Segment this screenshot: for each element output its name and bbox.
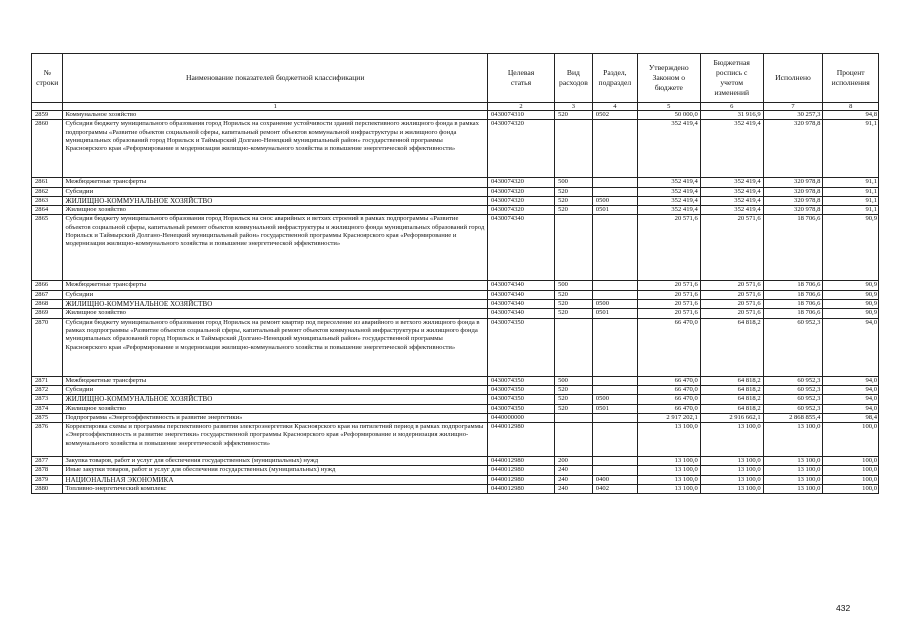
budget-list-amount: 13 100,0	[700, 423, 763, 457]
approved-amount: 352 419,4	[637, 196, 700, 205]
row-number: 2873	[32, 395, 63, 404]
budget-list-amount: 20 571,6	[700, 290, 763, 299]
executed-amount: 320 978,8	[763, 196, 823, 205]
budget-list-amount: 64 818,2	[700, 404, 763, 413]
budget-list-amount: 13 100,0	[700, 485, 763, 494]
target-article-code: 0430074320	[487, 196, 554, 205]
target-article-code: 0440012980	[487, 457, 554, 466]
execution-percent: 94,0	[823, 385, 879, 394]
header-percent: Процент исполнения	[823, 54, 879, 103]
executed-amount: 18 706,6	[763, 281, 823, 290]
execution-percent: 91,1	[823, 187, 879, 196]
executed-amount: 320 978,8	[763, 206, 823, 215]
executed-amount: 13 100,0	[763, 475, 823, 484]
executed-amount: 13 100,0	[763, 423, 823, 457]
table-row	[32, 120, 879, 178]
indicator-name: Межбюджетные трансферты	[63, 376, 488, 385]
executed-amount: 13 100,0	[763, 466, 823, 475]
target-article-code: 0430074350	[487, 318, 554, 376]
table-row	[32, 423, 879, 457]
executed-amount: 13 100,0	[763, 485, 823, 494]
expense-type-code: 500	[555, 178, 593, 187]
indicator-name: Закупка товаров, работ и услуг для обеспечения государственных (муниципальных) нужд	[63, 457, 488, 466]
approved-amount: 20 571,6	[637, 215, 700, 281]
budget-list-amount: 352 419,4	[700, 196, 763, 205]
section-code	[592, 178, 637, 187]
header-expense-type: Вид расходов	[555, 54, 593, 103]
column-number	[32, 103, 63, 111]
executed-amount: 18 706,6	[763, 300, 823, 309]
indicator-name: Коммунальное хозяйство	[63, 111, 488, 120]
indicator-name: НАЦИОНАЛЬНАЯ ЭКОНОМИКА	[63, 475, 488, 484]
executed-amount: 13 100,0	[763, 457, 823, 466]
indicator-name: Подпрограмма «Энергоэффективность и развитие энергетики»	[63, 413, 488, 422]
header-target-article: Целевая статья	[487, 54, 554, 103]
expense-type-code: 520	[555, 395, 593, 404]
expense-type-code: 200	[555, 457, 593, 466]
section-code	[592, 457, 637, 466]
execution-percent: 90,9	[823, 215, 879, 281]
budget-list-amount: 2 916 662,1	[700, 413, 763, 422]
expense-type-code: 520	[555, 404, 593, 413]
indicator-name: Жилищное хозяйство	[63, 206, 488, 215]
section-code: 0500	[592, 300, 637, 309]
table-row	[32, 457, 879, 466]
header-approved: Утверждено Законом о бюджете	[637, 54, 700, 103]
table-row	[32, 215, 879, 281]
expense-type-code: 520	[555, 196, 593, 205]
execution-percent: 100,0	[823, 423, 879, 457]
indicator-name: Субсидии	[63, 385, 488, 394]
section-code	[592, 413, 637, 422]
approved-amount: 13 100,0	[637, 475, 700, 484]
execution-percent: 94,0	[823, 376, 879, 385]
section-code: 0400	[592, 475, 637, 484]
header-row-number: № строки	[32, 54, 63, 103]
column-number: 3	[555, 103, 593, 111]
column-number: 1	[63, 103, 488, 111]
approved-amount: 66 470,0	[637, 318, 700, 376]
indicator-name: Субсидия бюджету муниципального образования город Норильск на снос аварийных и ветхих строений в рамках подпрограммы «Развитие объектов социальной сферы, капитальный ремонт объектов коммунальной инфраструктуры и жилищного фонда муниципальных образований город Норильск и Таймырский Долгано-Ненецкий муниципальный район» государственной программы Красноярского края «Реформирование и модернизация жилищно-коммунального хозяйства и повышение энергетической эффективности»	[63, 215, 488, 281]
approved-amount: 13 100,0	[637, 466, 700, 475]
approved-amount: 66 470,0	[637, 404, 700, 413]
indicator-name: Корректировка схемы и программы перспективного развития электроэнергетики Красноярского края на пятилетний период в рамках подпрограммы «Энергоэффективность и развитие энергетики» государственной программы Красноярского края «Реформирование и модернизация жилищно-коммунального хозяйства и повышение энергетической эффективности»	[63, 423, 488, 457]
target-article-code: 0440012980	[487, 423, 554, 457]
expense-type-code	[555, 120, 593, 178]
execution-percent: 90,9	[823, 300, 879, 309]
table-row	[32, 413, 879, 422]
header-row	[32, 54, 879, 103]
page-number: 432	[836, 603, 851, 613]
approved-amount: 13 100,0	[637, 485, 700, 494]
row-number: 2874	[32, 404, 63, 413]
table-row	[32, 290, 879, 299]
executed-amount: 320 978,8	[763, 120, 823, 178]
expense-type-code: 520	[555, 187, 593, 196]
approved-amount: 20 571,6	[637, 300, 700, 309]
row-number: 2871	[32, 376, 63, 385]
section-code	[592, 281, 637, 290]
section-code: 0402	[592, 485, 637, 494]
approved-amount: 13 100,0	[637, 423, 700, 457]
target-article-code: 0430074350	[487, 385, 554, 394]
budget-list-amount: 20 571,6	[700, 215, 763, 281]
expense-type-code: 520	[555, 309, 593, 318]
executed-amount: 30 257,3	[763, 111, 823, 120]
budget-list-amount: 352 419,4	[700, 178, 763, 187]
target-article-code: 0430074340	[487, 215, 554, 281]
expense-type-code	[555, 215, 593, 281]
expense-type-code	[555, 413, 593, 422]
execution-percent: 98,4	[823, 413, 879, 422]
section-code: 0500	[592, 395, 637, 404]
indicator-name: ЖИЛИЩНО-КОММУНАЛЬНОЕ ХОЗЯЙСТВО	[63, 196, 488, 205]
execution-percent: 94,0	[823, 395, 879, 404]
row-number: 2865	[32, 215, 63, 281]
table-row	[32, 404, 879, 413]
header-section: Раздел, подраздел	[592, 54, 637, 103]
expense-type-code: 500	[555, 281, 593, 290]
section-code	[592, 290, 637, 299]
table-row	[32, 196, 879, 205]
row-number: 2876	[32, 423, 63, 457]
row-number: 2878	[32, 466, 63, 475]
row-number: 2869	[32, 309, 63, 318]
approved-amount: 66 470,0	[637, 385, 700, 394]
column-number: 2	[487, 103, 554, 111]
executed-amount: 60 952,3	[763, 318, 823, 376]
table-row	[32, 385, 879, 394]
table-body	[32, 111, 879, 494]
target-article-code: 0430074320	[487, 187, 554, 196]
target-article-code: 0430074350	[487, 376, 554, 385]
section-code	[592, 120, 637, 178]
row-number: 2861	[32, 178, 63, 187]
execution-percent: 91,1	[823, 206, 879, 215]
budget-list-amount: 352 419,4	[700, 120, 763, 178]
row-number: 2859	[32, 111, 63, 120]
approved-amount: 352 419,4	[637, 187, 700, 196]
executed-amount: 60 952,3	[763, 395, 823, 404]
approved-amount: 50 000,0	[637, 111, 700, 120]
row-number: 2864	[32, 206, 63, 215]
execution-percent: 91,1	[823, 120, 879, 178]
budget-list-amount: 64 818,2	[700, 395, 763, 404]
row-number: 2880	[32, 485, 63, 494]
table-row	[32, 187, 879, 196]
execution-percent: 91,1	[823, 196, 879, 205]
expense-type-code: 520	[555, 111, 593, 120]
budget-list-amount: 13 100,0	[700, 457, 763, 466]
execution-percent: 90,9	[823, 281, 879, 290]
expense-type-code: 240	[555, 475, 593, 484]
expense-type-code: 240	[555, 466, 593, 475]
target-article-code: 0430074350	[487, 404, 554, 413]
column-number: 6	[700, 103, 763, 111]
header-budget-list: Бюджетная роспись с учетом изменений	[700, 54, 763, 103]
expense-type-code	[555, 318, 593, 376]
table-row	[32, 281, 879, 290]
section-code: 0500	[592, 196, 637, 205]
table-row	[32, 206, 879, 215]
budget-list-amount: 20 571,6	[700, 300, 763, 309]
approved-amount: 2 917 202,1	[637, 413, 700, 422]
row-number: 2870	[32, 318, 63, 376]
budget-report-sheet	[31, 53, 879, 494]
execution-percent: 100,0	[823, 485, 879, 494]
indicator-name: Субсидия бюджету муниципального образования город Норильск на ремонт квартир под переселение из аварийного и ветхого жилищного фонда в рамках подпрограммы «Развитие объектов социальной сферы, капитальный ремонт объектов коммунальной инфраструктуры и жилищного фонда муниципальных образований город Норильск и Таймырский Долгано-Ненецкий муниципальный район» государственной программы Красноярского края «Реформирование и модернизация жилищно-коммунального хозяйства и повышение энергетической эффективности»	[63, 318, 488, 376]
executed-amount: 320 978,8	[763, 178, 823, 187]
approved-amount: 352 419,4	[637, 206, 700, 215]
budget-list-amount: 352 419,4	[700, 187, 763, 196]
section-code	[592, 318, 637, 376]
column-number: 5	[637, 103, 700, 111]
approved-amount: 13 100,0	[637, 457, 700, 466]
approved-amount: 20 571,6	[637, 281, 700, 290]
approved-amount: 66 470,0	[637, 376, 700, 385]
target-article-code: 0440012980	[487, 466, 554, 475]
row-number: 2860	[32, 120, 63, 178]
executed-amount: 60 952,3	[763, 404, 823, 413]
row-number: 2863	[32, 196, 63, 205]
row-number: 2866	[32, 281, 63, 290]
column-number: 4	[592, 103, 637, 111]
approved-amount: 20 571,6	[637, 309, 700, 318]
indicator-name: ЖИЛИЩНО-КОММУНАЛЬНОЕ ХОЗЯЙСТВО	[63, 395, 488, 404]
row-number: 2867	[32, 290, 63, 299]
column-number: 8	[823, 103, 879, 111]
table-row	[32, 178, 879, 187]
target-article-code: 0430074350	[487, 395, 554, 404]
section-code: 0501	[592, 404, 637, 413]
column-number: 7	[763, 103, 823, 111]
indicator-name: Субсидии	[63, 290, 488, 299]
executed-amount: 60 952,3	[763, 376, 823, 385]
executed-amount: 18 706,6	[763, 309, 823, 318]
indicator-name: Субсидия бюджету муниципального образования город Норильск на сохранение устойчивости зданий перспективного жилищного фонда в рамках подпрограммы «Развитие объектов социальной сферы, капитальный ремонт объектов коммунальной инфраструктуры и жилищного фонда муниципальных образований город Норильск и Таймырский Долгано-Ненецкий муниципальный район» государственной программы Красноярского края «Реформирование и модернизация жилищно-коммунального хозяйства и повышение энергетической эффективности»	[63, 120, 488, 178]
row-number: 2872	[32, 385, 63, 394]
budget-list-amount: 13 100,0	[700, 466, 763, 475]
row-number: 2875	[32, 413, 63, 422]
executed-amount: 320 978,8	[763, 187, 823, 196]
target-article-code: 0430074320	[487, 120, 554, 178]
expense-type-code: 520	[555, 290, 593, 299]
header-executed: Исполнено	[763, 54, 823, 103]
section-code: 0501	[592, 206, 637, 215]
execution-percent: 91,1	[823, 178, 879, 187]
executed-amount: 18 706,6	[763, 290, 823, 299]
budget-list-amount: 64 818,2	[700, 376, 763, 385]
table-row	[32, 309, 879, 318]
approved-amount: 20 571,6	[637, 290, 700, 299]
section-code	[592, 376, 637, 385]
indicator-name: Межбюджетные трансферты	[63, 178, 488, 187]
expense-type-code: 240	[555, 485, 593, 494]
table-row	[32, 111, 879, 120]
budget-list-amount: 20 571,6	[700, 309, 763, 318]
execution-percent: 90,9	[823, 290, 879, 299]
execution-percent: 90,9	[823, 309, 879, 318]
section-code	[592, 385, 637, 394]
row-number: 2868	[32, 300, 63, 309]
header-indicator-name: Наименование показателей бюджетной классификации	[63, 54, 488, 103]
target-article-code: 0430074320	[487, 178, 554, 187]
expense-type-code	[555, 423, 593, 457]
section-code	[592, 466, 637, 475]
execution-percent: 94,0	[823, 318, 879, 376]
section-code	[592, 187, 637, 196]
budget-list-amount: 31 916,9	[700, 111, 763, 120]
row-number: 2879	[32, 475, 63, 484]
expense-type-code: 520	[555, 300, 593, 309]
target-article-code: 0430074340	[487, 281, 554, 290]
table-row	[32, 300, 879, 309]
target-article-code: 0430074320	[487, 206, 554, 215]
target-article-code: 0440000000	[487, 413, 554, 422]
budget-list-amount: 352 419,4	[700, 206, 763, 215]
execution-percent: 100,0	[823, 457, 879, 466]
approved-amount: 352 419,4	[637, 120, 700, 178]
section-code: 0502	[592, 111, 637, 120]
indicator-name: Топливно-энергетический комплекс	[63, 485, 488, 494]
table-row	[32, 485, 879, 494]
table-row	[32, 376, 879, 385]
table-row	[32, 466, 879, 475]
executed-amount: 2 868 855,4	[763, 413, 823, 422]
executed-amount: 60 952,3	[763, 385, 823, 394]
column-numbers-row	[32, 103, 879, 111]
target-article-code: 0440012980	[487, 475, 554, 484]
target-article-code: 0440012980	[487, 485, 554, 494]
expense-type-code: 520	[555, 385, 593, 394]
section-code	[592, 423, 637, 457]
indicator-name: Иные закупки товаров, работ и услуг для обеспечения государственных (муниципальных) нужд	[63, 466, 488, 475]
budget-list-amount: 20 571,6	[700, 281, 763, 290]
budget-list-amount: 64 818,2	[700, 318, 763, 376]
table-row	[32, 475, 879, 484]
execution-percent: 94,0	[823, 404, 879, 413]
row-number: 2877	[32, 457, 63, 466]
expense-type-code: 500	[555, 376, 593, 385]
execution-percent: 94,8	[823, 111, 879, 120]
executed-amount: 18 706,6	[763, 215, 823, 281]
target-article-code: 0430074310	[487, 111, 554, 120]
indicator-name: Субсидии	[63, 187, 488, 196]
budget-list-amount: 64 818,2	[700, 385, 763, 394]
indicator-name: ЖИЛИЩНО-КОММУНАЛЬНОЕ ХОЗЯЙСТВО	[63, 300, 488, 309]
target-article-code: 0430074340	[487, 300, 554, 309]
section-code	[592, 215, 637, 281]
approved-amount: 352 419,4	[637, 178, 700, 187]
target-article-code: 0430074340	[487, 309, 554, 318]
table-row	[32, 318, 879, 376]
target-article-code: 0430074340	[487, 290, 554, 299]
row-number: 2862	[32, 187, 63, 196]
section-code: 0501	[592, 309, 637, 318]
table-row	[32, 395, 879, 404]
execution-percent: 100,0	[823, 466, 879, 475]
indicator-name: Межбюджетные трансферты	[63, 281, 488, 290]
expense-type-code: 520	[555, 206, 593, 215]
budget-table	[31, 53, 879, 494]
approved-amount: 66 470,0	[637, 395, 700, 404]
indicator-name: Жилищное хозяйство	[63, 404, 488, 413]
budget-list-amount: 13 100,0	[700, 475, 763, 484]
execution-percent: 100,0	[823, 475, 879, 484]
indicator-name: Жилищное хозяйство	[63, 309, 488, 318]
